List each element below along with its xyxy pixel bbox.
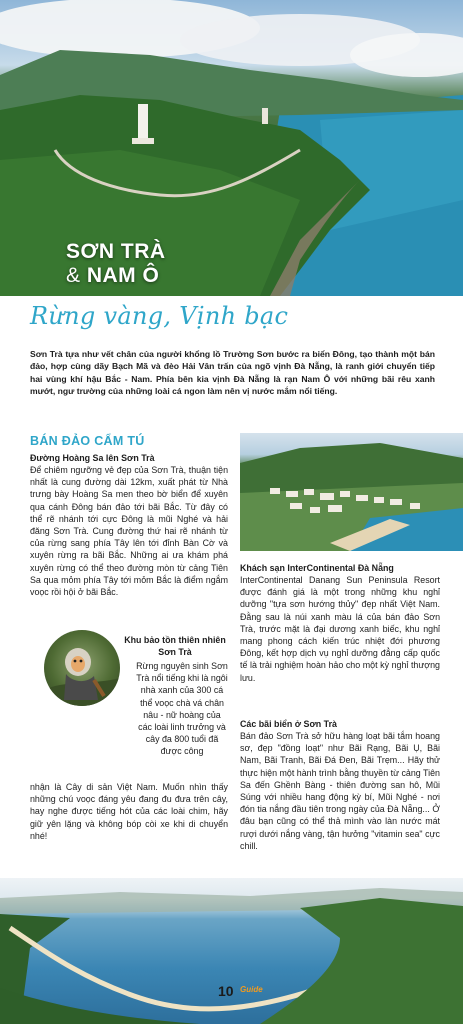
intercontinental-heading: Khách sạn InterContinental Đà Nẵng <box>240 563 394 573</box>
conservation-text-right: Rừng nguyên sinh Sơn Trà nổi tiếng khi là ngôi nhà xanh của 300 cá thể voọc chà vá chân nâu - nữ hoàng của các loài linh trưởng và cây đa 800 tuổi đã được công <box>136 661 228 757</box>
hoang-sa-text: Để chiêm ngưỡng vẻ đẹp của Sơn Trà, thuận tiện nhất là cung đường dài 12km, xuất phát từ Nhà trưng bày Hoàng Sa men theo bờ biển để xuyên qua cánh Đông bán đảo tới bãi Bắc. Từ đây có thể rẽ nhánh tới cực Đông là mũi Nghé và hải đăng Sơn Trà. Cung đường thứ hai rẽ nhánh từ của rừng sang phía Tây lên tới đỉnh Bàn Cờ và xuyên rừng ra bãi Bắc. Những ai ưa khám phá xuyên rừng có thể theo đường mòn từ cảng Tiên Sa qua mỏm phía Tây tới mỏm Bắc là điểm ngắm voọc rồi hội ở bãi Bắc. <box>30 465 228 598</box>
resort-illustration <box>240 433 463 551</box>
section-title: BÁN ĐẢO CẨM TÚ <box>30 434 145 448</box>
conservation-text-bottom-wrap <box>30 781 228 842</box>
hero-title <box>66 240 166 288</box>
intercontinental-text: InterContinental Danang Sun Peninsula Resort được đánh giá là một trong những khu nghỉ dưỡng "tựa sơn hướng thủy" đẹp nhất Việt Nam. Đằng sau là núi xanh màu lá của bán đảo Sơn Trà, trước mặt là đại dương xanh biếc, khu nghỉ mang phong cách kiến trúc nhiệt đới phương Đông, kết hợp dịch vụ nghỉ dưỡng đẳng cấp quốc tế là trải nghiệm hoàn hảo cho một kỳ nghỉ thượng lưu. <box>240 575 440 683</box>
beaches-text: Bán đảo Sơn Trà sở hữu hàng loạt bãi tắm hoang sơ, đẹp "đồng loạt" như Bãi Rạng, Bãi Ụ, Bãi Nam, Bãi Tranh, Bãi Đá Đen, Bãi Trẹm... Hãy thử thực hiện một hành trình bằng thuyền từ cảng Tiên Sa đến Ghềnh Bàng - thiên đường san hô, Mũi Súng với nhiều hang động kỳ bí, Mũi Nghé - nơi đón tia nắng đầu tiên trong ngày của Đà Nẵng... Ở đâu bạn cũng có thể thả mình vào làn nước mát rượi dưới nắng vàng, tận hưởng "vitamin sea" cực chill. <box>240 731 440 851</box>
beaches-article <box>240 718 440 852</box>
hero-title-ampersand: & <box>66 264 87 287</box>
page-number: 10 <box>218 983 234 999</box>
hero-title-line2-wrap <box>66 264 166 288</box>
conservation-text-wrap <box>136 660 228 758</box>
bay-illustration <box>0 878 463 1024</box>
page-subtitle: Rừng vàng, Vịnh bạc <box>30 302 289 330</box>
intro-paragraph: Sơn Trà tựa như vết chân của người khổng lồ Trường Sơn bước ra biển Đông, tạo thành một bán đảo, hợp cùng dãy Bạch Mã và đèo Hải Vân trấn của ngõ vịnh Đà Nẵng, là ranh giới chuyển tiếp hai vùng khí hậu Bắc - Nam. Phía bên kia vịnh Đà Nẵng là rạn Nam Ô với những bãi rêu xanh mướt, ngư trường của những loài cá ngon làm nên vị nước mắm nổi tiếng. <box>30 349 435 397</box>
conservation-heading-wrap <box>120 634 230 658</box>
beaches-heading: Các bãi biển ở Sơn Trà <box>240 719 337 729</box>
hoang-sa-article <box>30 452 228 598</box>
hoang-sa-heading: Đường Hoàng Sa lên Sơn Trà <box>30 453 155 463</box>
resort-photo <box>240 433 463 551</box>
bay-photo <box>0 878 463 1024</box>
hero-title-line2: NAM Ô <box>86 264 160 287</box>
conservation-text-bottom: nhận là Cây di sản Việt Nam. Muốn nhìn thấy những chú voọc đáng yêu đang đu đưa trên cây, hay nghe được tiếng hót của các loài chim, hãy giữ yên lặng và không bóp còi xe khi di chuyển nhé! <box>30 782 228 841</box>
guide-logo: Guide <box>240 985 263 994</box>
langur-photo <box>44 630 120 706</box>
hero-photo <box>0 0 463 296</box>
hero-title-line1: SƠN TRÀ <box>66 240 166 263</box>
langur-illustration <box>44 630 120 706</box>
conservation-heading: Khu bảo tồn thiên nhiên Sơn Trà <box>124 635 226 657</box>
intercontinental-article <box>240 562 440 684</box>
